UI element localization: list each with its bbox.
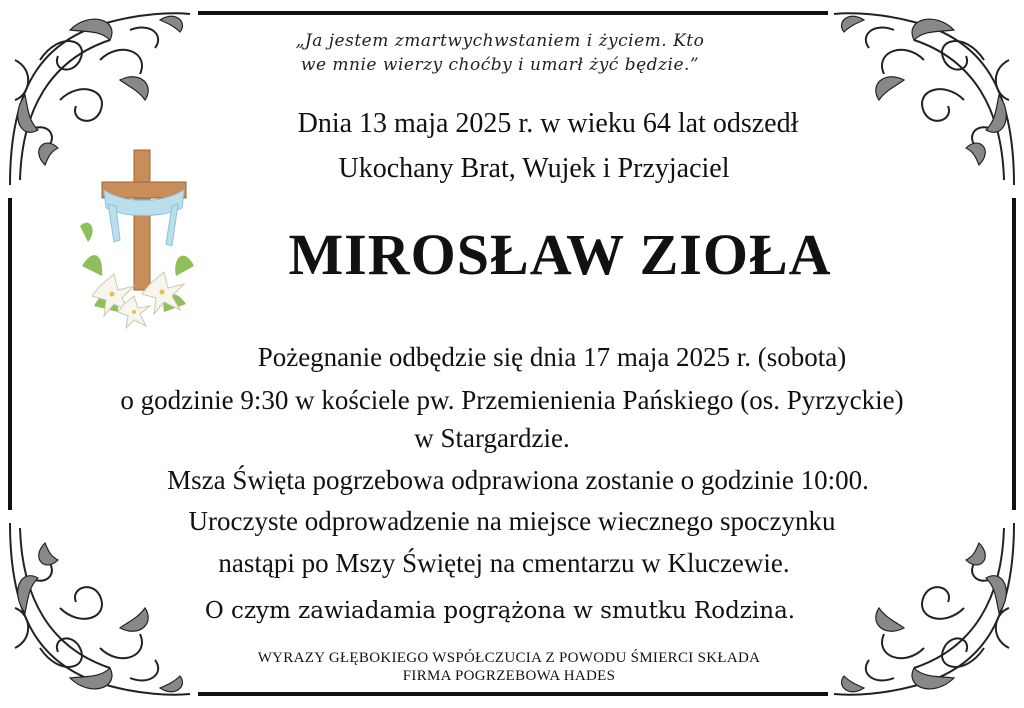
death-date-line: Dnia 13 maja 2025 r. w wieku 64 lat odszedł xyxy=(297,108,799,139)
burial-line-2: nastąpi po Mszy Świętej na cmentarzu w Kluczewie. xyxy=(218,548,790,578)
condolences-line-2: FIRMA POGRZEBOWA HADES xyxy=(402,668,616,684)
condolences-line-1: WYRAZY GŁĘBOKIEGO WSPÓŁCZUCIA Z POWODU ŚMIERCI SKŁADA xyxy=(257,650,761,666)
quote-line-2: we mnie wierzy choćby i umarł żyć będzie.” xyxy=(300,55,700,75)
funeral-line-1: Pożegnanie odbędzie się dnia 17 maja 2025 r. (sobota) xyxy=(257,342,847,372)
quote-line-1: „Ja jestem zmartwychwstaniem i życiem. Kto xyxy=(295,31,705,51)
funeral-line-2: o godzinie 9:30 w kościele pw. Przemienienia Pańskiego (os. Pyrzyckie) xyxy=(120,385,904,415)
frame-top-line xyxy=(198,11,828,15)
burial-line-1: Uroczyste odprowadzenie na miejsce wiecznego spoczynku xyxy=(188,506,836,536)
funeral-line-3: w Stargardzie. xyxy=(414,423,570,453)
frame-bottom-line xyxy=(198,692,828,696)
frame-left-line xyxy=(8,198,12,510)
relation-line: Ukochany Brat, Wujek i Przyjaciel xyxy=(338,153,730,184)
deceased-name: MIROSŁAW ZIOŁA xyxy=(288,222,832,287)
family-notice: O czym zawiadamia pogrążona w smutku Rodzina. xyxy=(204,598,796,624)
mass-line: Msza Święta pogrzebowa odprawiona zostanie o godzinie 10:00. xyxy=(167,465,869,495)
